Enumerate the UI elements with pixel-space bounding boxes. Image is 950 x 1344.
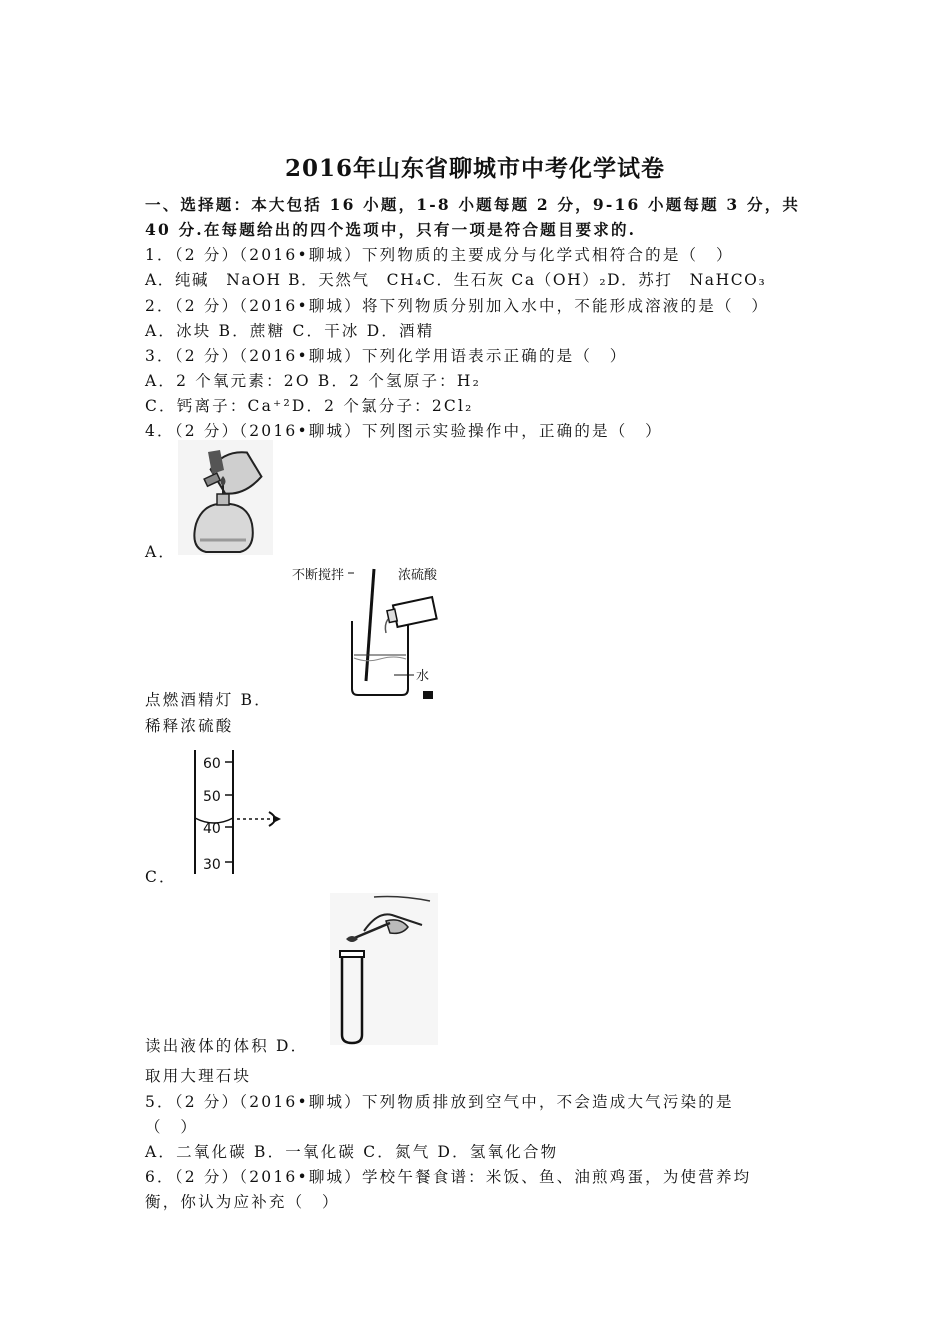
question-6-stem-line2: 衡，你认为应补充（ ）	[145, 1193, 340, 1211]
figure-a-caption: 点燃酒精灯 B．	[145, 691, 272, 709]
question-5-stem-line1: 5．（2 分）（2016•聊城）下列物质排放到空气中，不会造成大气污染的是	[145, 1093, 734, 1111]
figure-c-label: C．	[145, 868, 177, 886]
figure-c-caption: 读出液体的体积 D．	[145, 1037, 309, 1055]
question-5-options: A．二氧化碳 B．一氧化碳 C．氮气 D．氢氧化合物	[145, 1143, 559, 1161]
question-3-options-cd: C．钙离子：Ca⁺²D．2 个氯分子：2Cl₂	[145, 397, 474, 415]
section-intro-line2: 40 分.在每题给出的四个选项中，只有一项是符合题目要求的.	[145, 220, 637, 239]
section-intro-line1: 一、选择题：本大包括 16 小题，1-8 小题每题 2 分，9-16 小题每题 3 分，共	[145, 195, 801, 214]
figure-marble	[330, 893, 438, 1045]
tick-60: 60	[203, 756, 221, 772]
figure-dilute-acid	[290, 563, 438, 703]
question-3-options-ab: A．2 个氧元素：2O B．2 个氢原子：H₂	[145, 372, 481, 390]
question-5-stem-line2: （ ）	[145, 1118, 199, 1136]
stir-label: 不断搅拌	[292, 568, 345, 583]
page-title: 2016年山东省聊城市中考化学试卷	[284, 155, 665, 182]
question-4-stem: 4．（2 分）（2016•聊城）下列图示实验操作中，正确的是（ ）	[145, 422, 663, 440]
tick-50: 50	[203, 789, 221, 805]
question-1-options: A．纯碱 NaOH B．天然气 CH₄C．生石灰 Ca（OH）₂D．苏打 NaHCO₃	[145, 271, 767, 289]
question-6-stem-line1: 6．（2 分）（2016•聊城）学校午餐食谱：米饭、鱼、油煎鸡蛋，为使营养均	[145, 1168, 752, 1186]
figure-alcohol-lamp	[178, 440, 273, 555]
marble-test-tube-illustration	[330, 893, 438, 1045]
figure-d-caption: 取用大理石块	[145, 1067, 252, 1085]
figure-cylinder	[183, 746, 291, 878]
figure-a-label: A．	[145, 543, 177, 561]
question-2-stem: 2．（2 分）（2016•聊城）将下列物质分别加入水中，不能形成溶液的是（ ）	[145, 297, 770, 315]
tick-30: 30	[203, 857, 221, 873]
dilute-acid-illustration	[290, 563, 438, 703]
water-label: 水	[416, 669, 430, 684]
tick-40: 40	[203, 821, 221, 837]
question-2-options: A．冰块 B．蔗糖 C．干冰 D．酒精	[145, 322, 435, 340]
figure-b-caption: 稀释浓硫酸	[145, 717, 234, 735]
question-1-stem: 1．（2 分）（2016•聊城）下列物质的主要成分与化学式相符合的是（ ）	[145, 246, 734, 264]
acid-label: 浓硫酸	[398, 568, 438, 583]
graduated-cylinder-illustration	[183, 746, 291, 878]
question-3-stem: 3．（2 分）（2016•聊城）下列化学用语表示正确的是（ ）	[145, 347, 628, 365]
alcohol-lamp-illustration	[178, 440, 273, 555]
